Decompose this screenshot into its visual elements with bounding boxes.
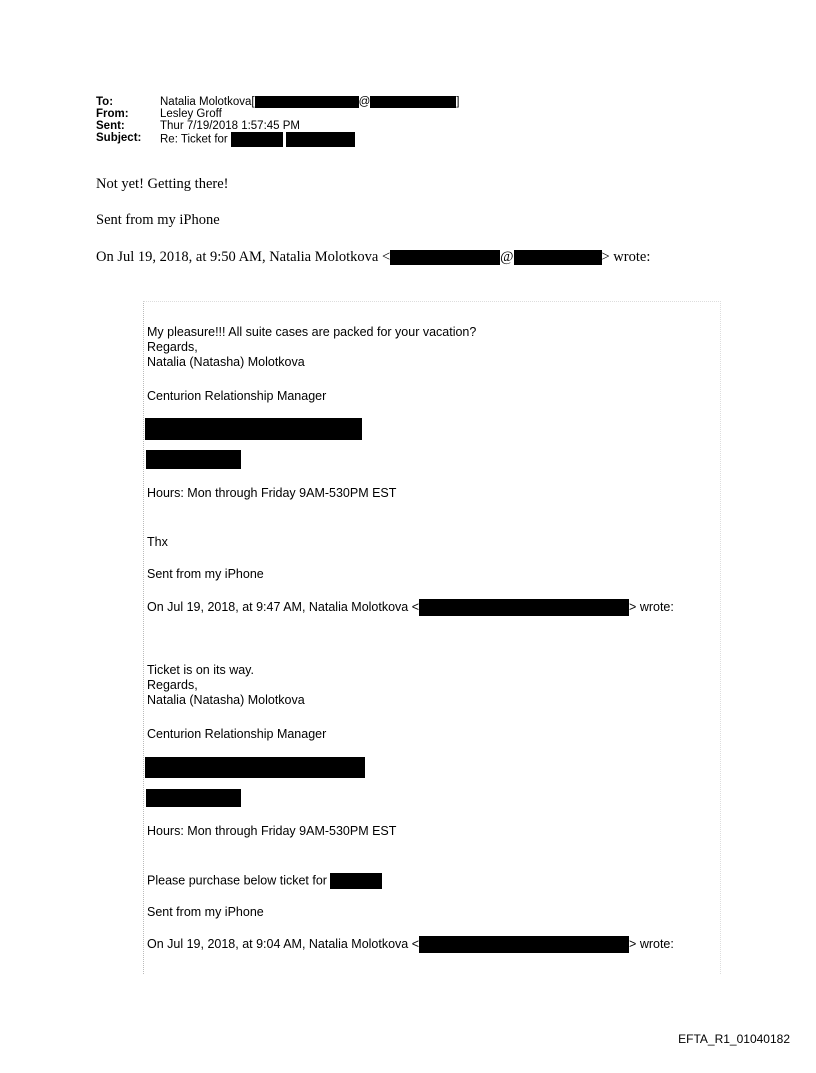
wrote-prefix: On Jul 19, 2018, at 9:04 AM, Natalia Molotkova < bbox=[147, 936, 420, 951]
purchase-text: Please purchase below ticket for bbox=[147, 873, 327, 888]
signature-iphone: Sent from my iPhone bbox=[96, 212, 220, 228]
wrote-suffix: > wrote: bbox=[629, 936, 674, 951]
quoted-wrote-line bbox=[147, 599, 674, 616]
wrote-suffix: > wrote: bbox=[629, 599, 674, 614]
quoted-hours: Hours: Mon through Friday 9AM-530PM EST bbox=[147, 486, 397, 500]
quoted-signature-iphone: Sent from my iPhone bbox=[147, 905, 264, 919]
to-name: Natalia Molotkova[ bbox=[160, 96, 255, 109]
wrote-prefix: On Jul 19, 2018, at 9:47 AM, Natalia Molotkova < bbox=[147, 599, 420, 614]
quoted-signature-name: Natalia (Natasha) Molotkova bbox=[147, 693, 305, 707]
quoted-signature-name: Natalia (Natasha) Molotkova bbox=[147, 355, 305, 369]
redaction bbox=[419, 936, 629, 953]
redaction bbox=[330, 873, 382, 889]
redaction bbox=[286, 132, 355, 147]
reply-text: Not yet! Getting there! bbox=[96, 176, 229, 192]
quoted-wrote-line bbox=[147, 936, 674, 953]
to-label: To: bbox=[96, 96, 114, 108]
redaction bbox=[231, 132, 283, 147]
redaction bbox=[514, 250, 602, 265]
subject-text: Re: Ticket for bbox=[160, 133, 228, 146]
quote-intro-prefix: On Jul 19, 2018, at 9:50 AM, Natalia Molotkova < bbox=[96, 249, 391, 265]
redaction bbox=[419, 599, 629, 616]
to-at: @ bbox=[358, 96, 371, 109]
redaction bbox=[370, 96, 456, 108]
to-close: ] bbox=[456, 96, 460, 109]
quoted-text: Regards, bbox=[147, 340, 198, 354]
quoted-text bbox=[147, 873, 382, 889]
quote-intro-suffix: > wrote: bbox=[601, 249, 651, 265]
subject-label: Subject: bbox=[96, 132, 142, 144]
sent-value: Thur 7/19/2018 1:57:45 PM bbox=[160, 120, 301, 132]
redaction bbox=[145, 757, 365, 778]
quoted-text: Ticket is on its way. bbox=[147, 663, 254, 677]
quoted-text: My pleasure!!! All suite cases are packed for your vacation? bbox=[147, 325, 477, 339]
sent-label: Sent: bbox=[96, 120, 125, 132]
from-value: Lesley Groff bbox=[160, 108, 222, 120]
quoted-text: Regards, bbox=[147, 678, 198, 692]
redaction bbox=[146, 789, 241, 807]
quote-intro bbox=[96, 249, 650, 265]
quoted-text: Thx bbox=[147, 535, 168, 549]
redaction bbox=[255, 96, 359, 108]
redaction bbox=[145, 418, 362, 440]
to-value bbox=[160, 96, 460, 108]
quoted-signature-title: Centurion Relationship Manager bbox=[147, 727, 327, 741]
subject-value bbox=[160, 132, 355, 147]
quoted-signature-iphone: Sent from my iPhone bbox=[147, 567, 264, 581]
quoted-hours: Hours: Mon through Friday 9AM-530PM EST bbox=[147, 824, 397, 838]
redaction bbox=[390, 250, 500, 265]
document-id: EFTA_R1_01040182 bbox=[678, 1032, 790, 1046]
quoted-signature-title: Centurion Relationship Manager bbox=[147, 389, 327, 403]
from-label: From: bbox=[96, 108, 129, 120]
redaction bbox=[146, 450, 241, 469]
quote-intro-at: @ bbox=[500, 249, 514, 265]
